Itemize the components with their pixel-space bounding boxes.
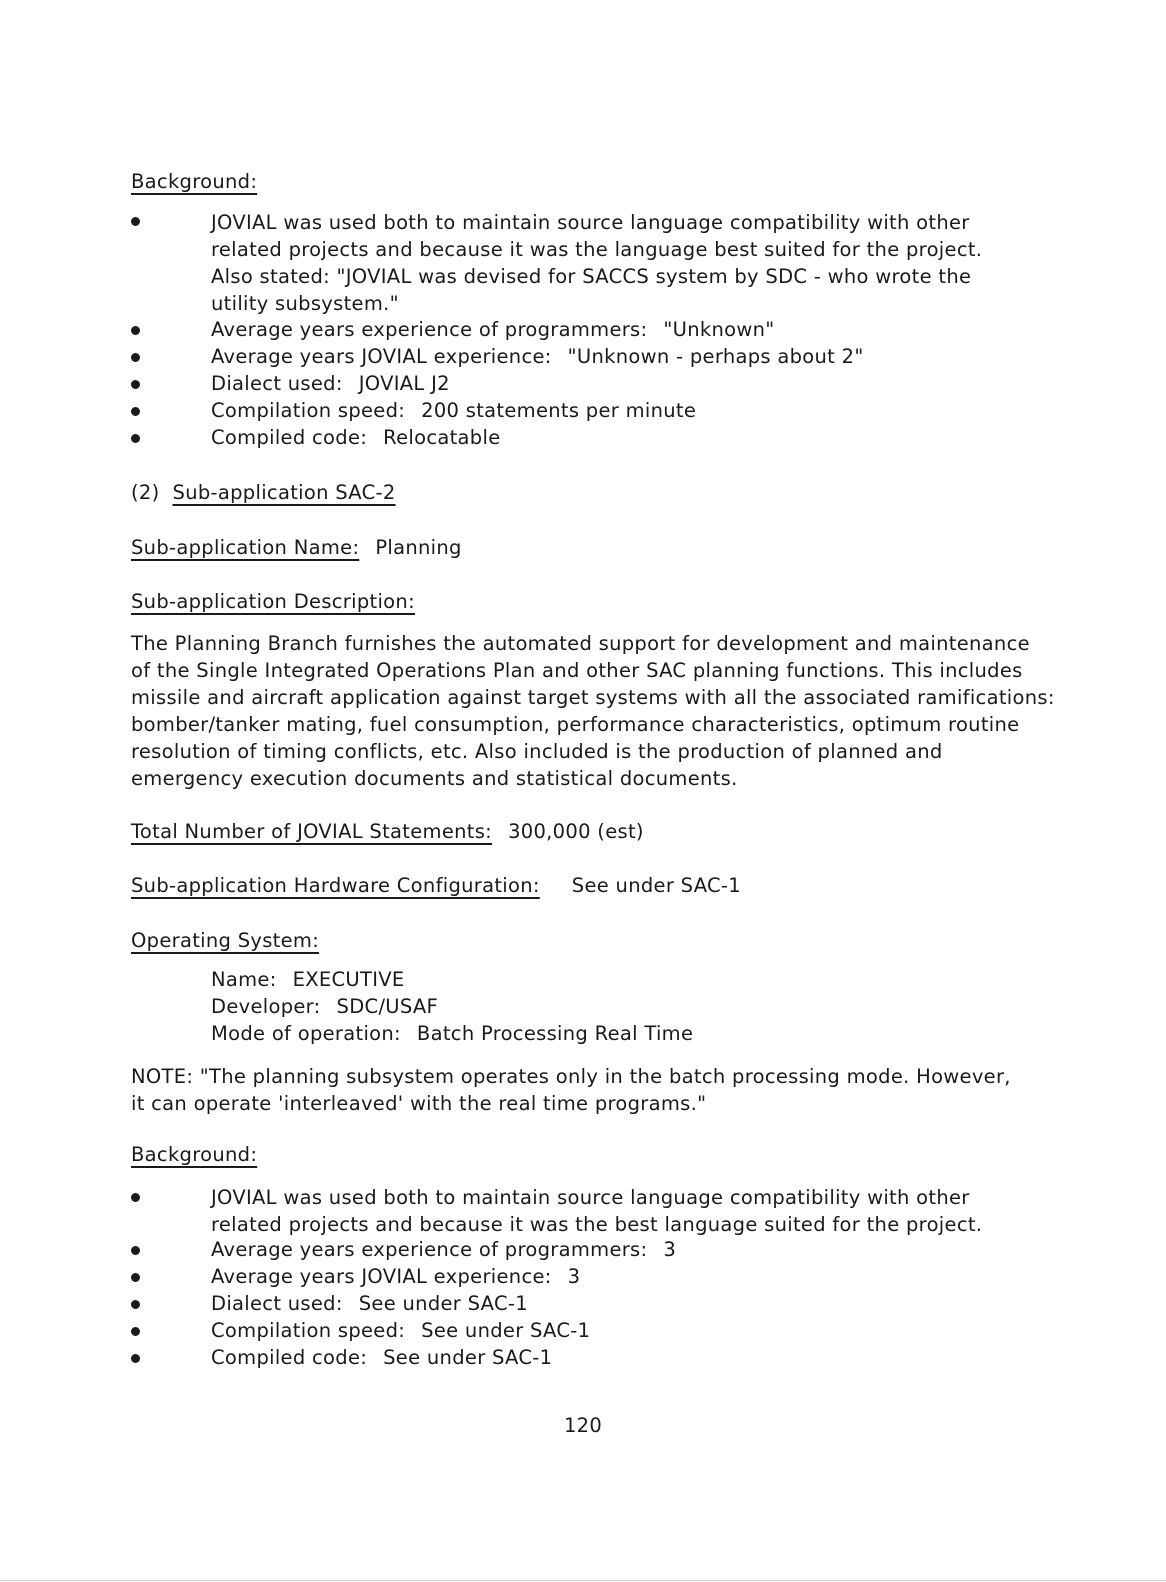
bullet-item-multiline: JOVIAL was used both to maintain source language compatibility with other related projects and because it was the language best suited for the project. Also stated: "JOVIAL was devised for SACCS system by SDC - who wrote the utility subsystem." xyxy=(211,211,983,315)
bullet-item: Average years JOVIAL experience: 3 xyxy=(211,1265,581,1288)
bullet-item: Compilation speed: 200 statements per minute xyxy=(211,399,697,422)
note-paragraph: NOTE: "The planning subsystem operates only in the batch processing mode. However, it can operate 'interleaved' with the real time programs." xyxy=(131,1065,1011,1115)
bullet-item: Compilation speed: See under SAC-1 xyxy=(211,1319,591,1342)
bullet-icon xyxy=(131,1354,140,1363)
bullet-item: Average years experience of programmers: "Unknown" xyxy=(211,318,775,341)
bullet-icon xyxy=(131,1246,140,1255)
bullet-icon xyxy=(131,380,140,389)
bullet-icon xyxy=(131,326,140,335)
bullet-icon xyxy=(131,217,140,226)
bullet-icon xyxy=(131,1193,140,1202)
description-paragraph: The Planning Branch furnishes the automated support for development and maintenance of the Single Integrated Operations Plan and other SAC planning functions. This includes missile and aircraft application against target systems with all the associated ramifications: bomber/tanker mating, fuel consumption, performance characteristics, optimum routine resolution of timing conflicts, etc. Also included is the production of planned and emergency execution documents and statistical documents. xyxy=(131,632,1055,790)
background-heading: Background: xyxy=(131,170,258,193)
bullet-item: Average years JOVIAL experience: "Unknown - perhaps about 2" xyxy=(211,345,864,368)
sub-application-name: Sub-application Name: Planning xyxy=(131,536,462,559)
page-number: 120 xyxy=(563,1414,603,1437)
bullet-icon xyxy=(131,353,140,362)
bullet-item-multiline: JOVIAL was used both to maintain source language compatibility with other related projects and because it was the best language suited for the project. xyxy=(211,1186,983,1236)
section-title: (2) Sub-application SAC-2 xyxy=(131,481,396,504)
hardware-configuration: Sub-application Hardware Configuration: See under SAC-1 xyxy=(131,874,741,897)
bullet-item: Dialect used: See under SAC-1 xyxy=(211,1292,528,1315)
description-heading: Sub-application Description: xyxy=(131,590,415,613)
bullet-icon xyxy=(131,1327,140,1336)
bullet-icon xyxy=(131,434,140,443)
os-name: Name: EXECUTIVE xyxy=(211,968,405,991)
bullet-icon xyxy=(131,1273,140,1282)
bullet-item: Dialect used: JOVIAL J2 xyxy=(211,372,450,395)
background-heading: Background: xyxy=(131,1143,258,1166)
os-mode: Mode of operation: Batch Processing Real Time xyxy=(211,1022,694,1045)
bottom-edge-divider xyxy=(0,1580,1166,1581)
operating-system-heading: Operating System: xyxy=(131,929,320,952)
bullet-icon xyxy=(131,1300,140,1309)
os-developer: Developer: SDC/USAF xyxy=(211,995,439,1018)
bullet-item: Average years experience of programmers: 3 xyxy=(211,1238,677,1261)
bullet-item: Compiled code: See under SAC-1 xyxy=(211,1346,553,1369)
bullet-icon xyxy=(131,407,140,416)
total-statements: Total Number of JOVIAL Statements: 300,000 (est) xyxy=(131,820,644,843)
bullet-item: Compiled code: Relocatable xyxy=(211,426,501,449)
